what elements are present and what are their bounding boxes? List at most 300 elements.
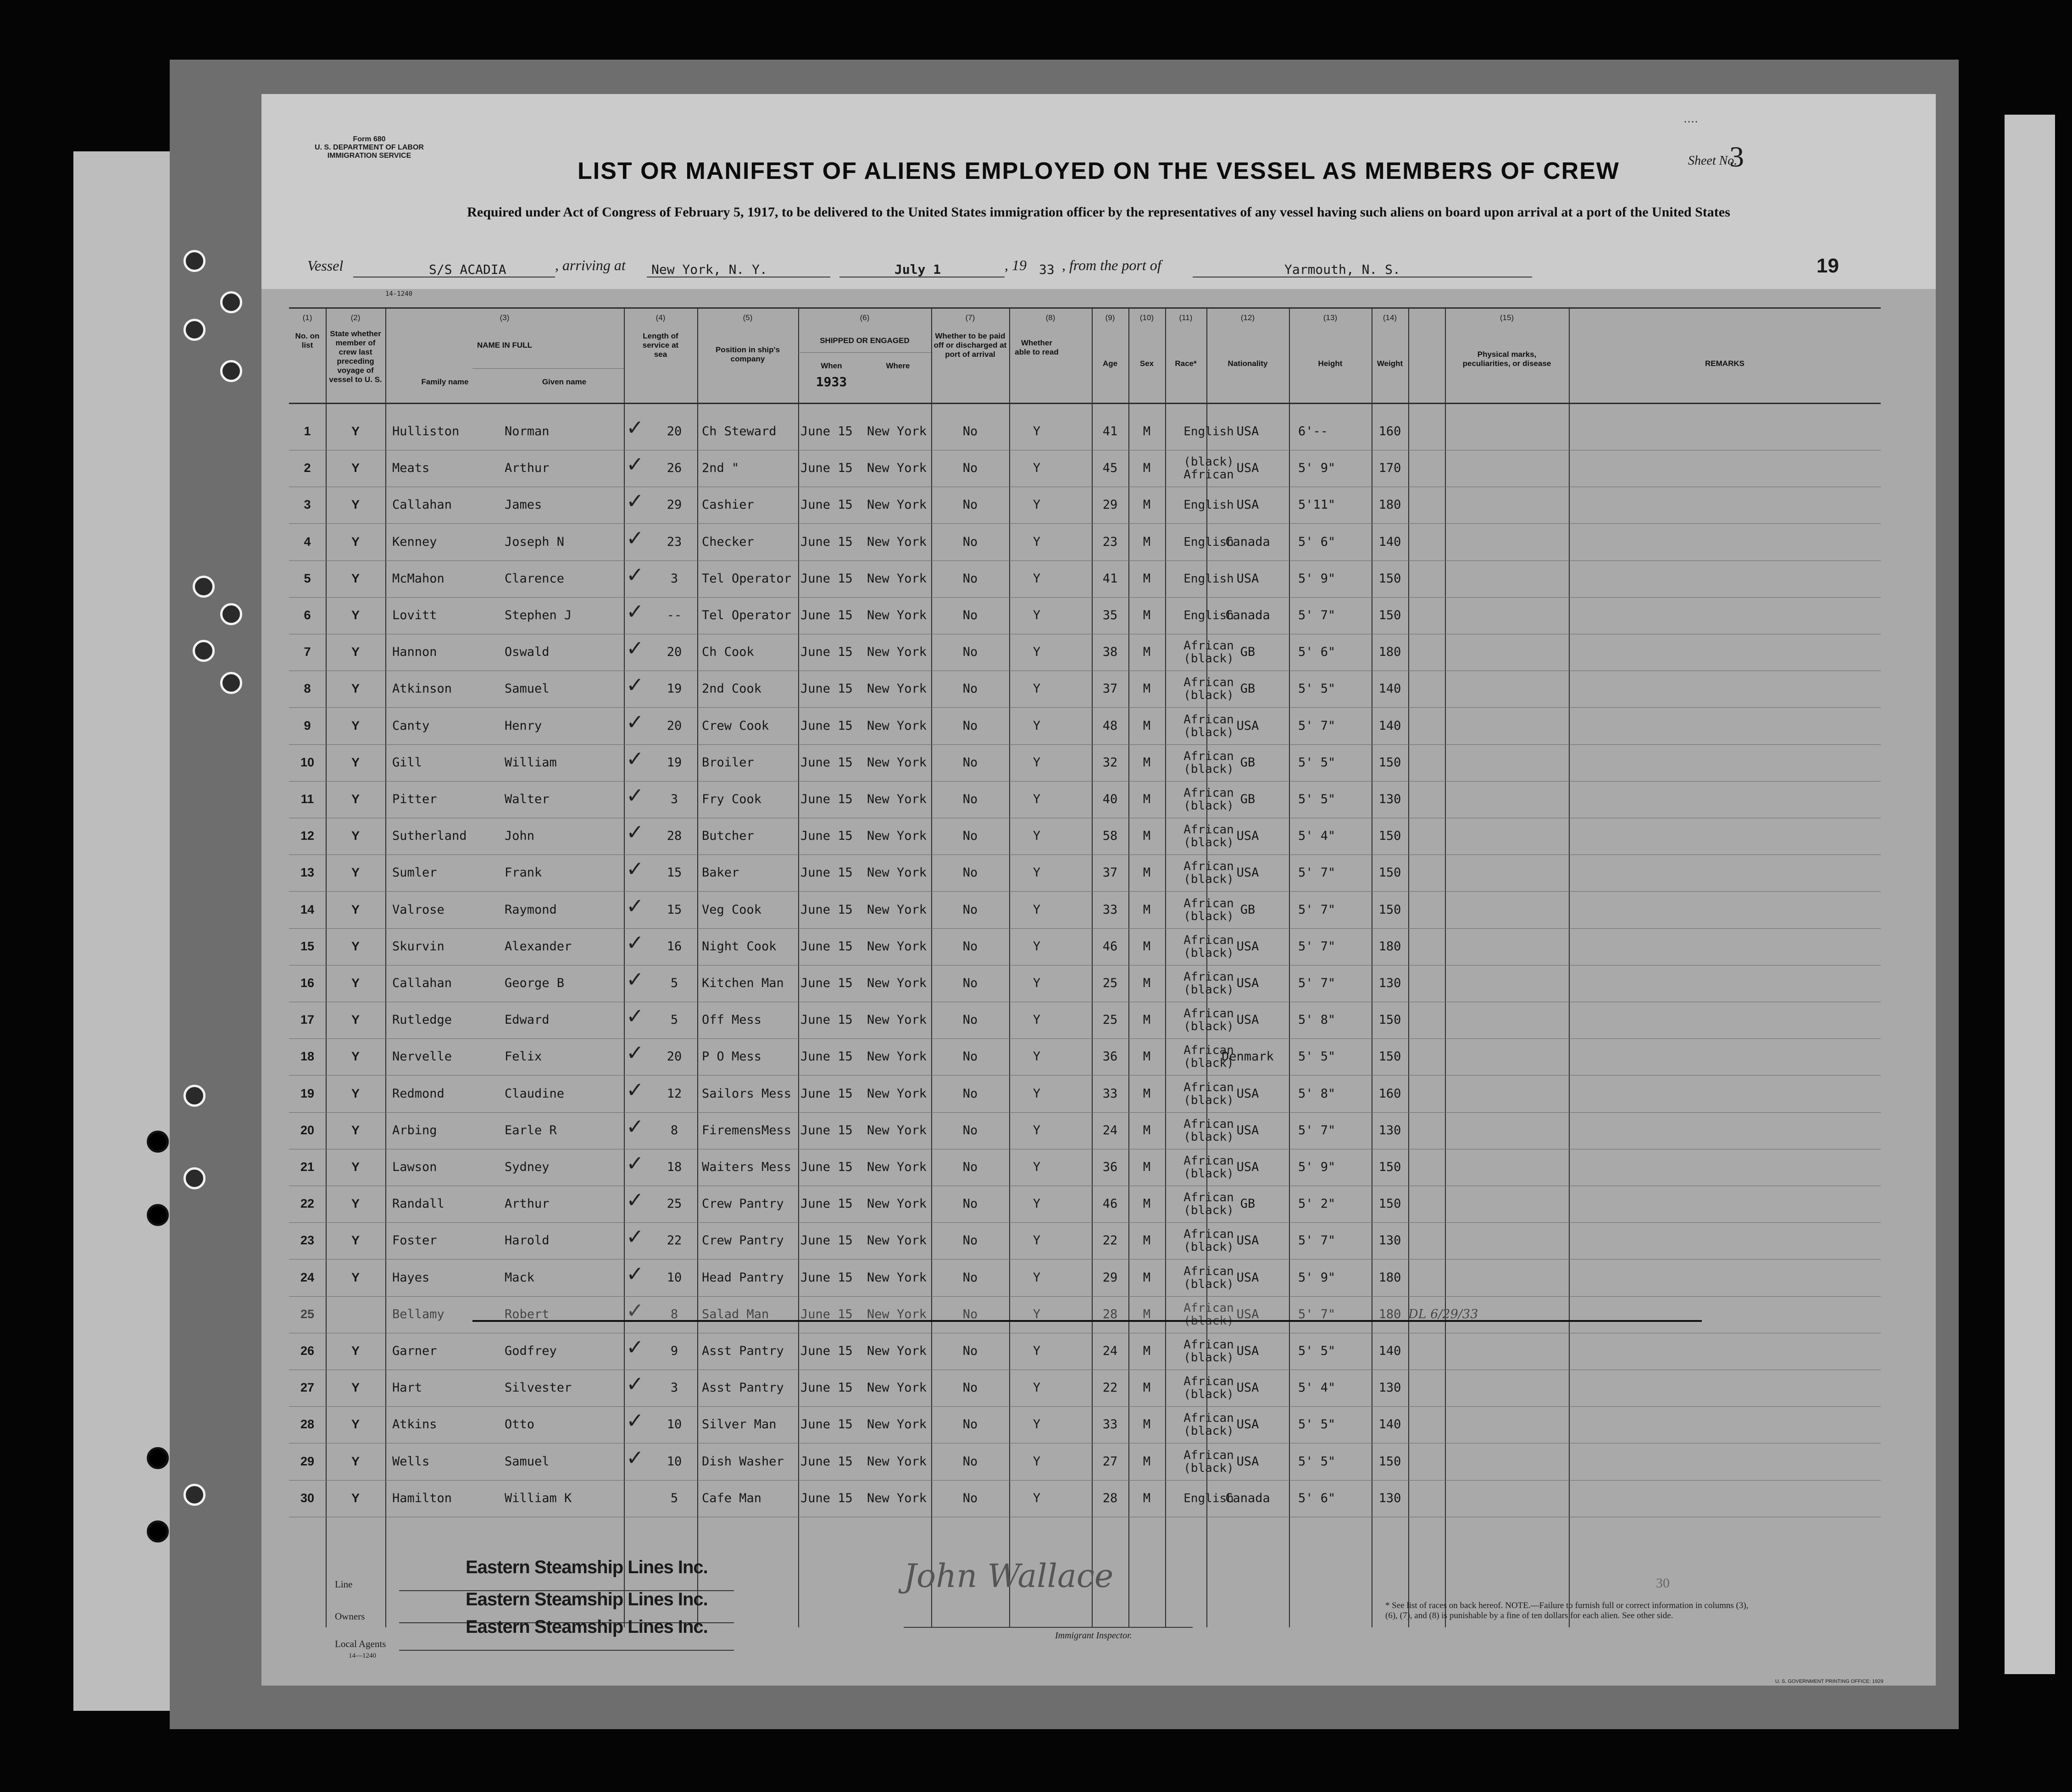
- col13-header: Height: [1318, 359, 1343, 368]
- cell-sex: M: [1143, 571, 1151, 586]
- cell-no: 27: [300, 1381, 315, 1395]
- col5-header: Position in ship's company: [715, 345, 780, 363]
- cell-nationality: USA: [1236, 1123, 1259, 1137]
- form-subtitle: Required under Act of Congress of February 5, 1917, to be delivered to the United States immigration officer by the representatives of any vessel having such aliens on board upon arrival at a port of the United States: [467, 205, 1730, 220]
- cell-read: Y: [1033, 534, 1041, 549]
- cell-race: [1172, 1118, 1245, 1143]
- cell-no: 30: [300, 1491, 315, 1505]
- cell-family: Arbing: [392, 1123, 437, 1137]
- owners-value: Eastern Steamship Lines Inc.: [466, 1589, 708, 1609]
- sheet-label: Sheet No.: [1688, 154, 1738, 168]
- cell-where: New York: [867, 571, 927, 586]
- cell-no: 2: [304, 461, 311, 475]
- cell-position: Sailors Mess: [702, 1086, 792, 1101]
- binder-hole: [147, 1131, 169, 1153]
- cell-family: McMahon: [392, 571, 444, 586]
- race-line-1: African: [1183, 1301, 1234, 1315]
- row-rule: [289, 854, 1881, 855]
- cell-race: [1172, 860, 1245, 886]
- cell-given: Alexander: [505, 939, 572, 954]
- cell-sex: M: [1143, 1454, 1151, 1469]
- row-rule: [289, 1296, 1881, 1297]
- cell-service: 5: [670, 1013, 678, 1027]
- cell-family: Callahan: [392, 976, 452, 990]
- cell-position: Asst Pantry: [702, 1381, 784, 1395]
- cell-where: New York: [867, 829, 927, 843]
- cell-given: Otto: [505, 1417, 535, 1432]
- cell-race: [1172, 1265, 1245, 1291]
- cell-where: New York: [867, 1454, 927, 1469]
- cell-sex: M: [1143, 1160, 1151, 1174]
- cell-paid-off: No: [962, 902, 978, 917]
- cell-where: New York: [867, 682, 927, 696]
- cell-race: [1172, 897, 1245, 923]
- cell-when: June 15: [800, 865, 853, 880]
- cell-nationality: USA: [1236, 424, 1259, 438]
- cell-read: Y: [1033, 498, 1041, 512]
- cell-when: June 15: [800, 1233, 853, 1248]
- cell-when: June 15: [800, 1123, 853, 1137]
- cell-height: 5' 8": [1298, 1086, 1336, 1101]
- cell-where: New York: [867, 976, 927, 990]
- cell-paid-off: No: [962, 755, 978, 770]
- cell-nationality: USA: [1236, 1013, 1259, 1027]
- cell-age: 25: [1102, 976, 1118, 990]
- cell-nationality: USA: [1236, 1381, 1259, 1395]
- cell-sex: M: [1143, 682, 1151, 696]
- cell-prev: Y: [351, 1344, 360, 1358]
- cell-nationality: USA: [1236, 939, 1259, 954]
- cell-weight: 180: [1378, 1307, 1401, 1321]
- col9-number: (9): [1105, 313, 1115, 322]
- cell-service: 25: [667, 1197, 682, 1211]
- cell-sex: M: [1143, 1344, 1151, 1358]
- cell-weight: 150: [1378, 608, 1401, 622]
- check-mark: ✓: [626, 1445, 644, 1470]
- cell-service: 9: [670, 1344, 678, 1358]
- cell-sex: M: [1143, 534, 1151, 549]
- cell-where: New York: [867, 424, 927, 438]
- cell-family: Randall: [392, 1197, 444, 1211]
- cell-race: [1172, 1044, 1245, 1070]
- row-rule: [289, 523, 1881, 524]
- cell-nationality: USA: [1236, 1270, 1259, 1285]
- cell-position: Waiters Mess: [702, 1160, 792, 1174]
- binder-hole: [183, 1484, 206, 1506]
- cell-family: Nervelle: [392, 1049, 452, 1064]
- cell-no: 16: [300, 976, 315, 990]
- race-line-2: (black): [1183, 909, 1234, 923]
- race-line-1: African: [1183, 1264, 1234, 1278]
- race-line-2: African: [1183, 468, 1234, 482]
- line-label: Line: [335, 1579, 353, 1590]
- cell-age: 22: [1102, 1381, 1118, 1395]
- table-row: [289, 488, 1881, 529]
- cell-read: Y: [1033, 1381, 1041, 1395]
- table-row: [289, 1004, 1881, 1044]
- cell-height: 5' 7": [1298, 608, 1336, 622]
- cell-read: Y: [1033, 792, 1041, 806]
- cell-no: 6: [304, 608, 311, 622]
- cell-read: Y: [1033, 829, 1041, 843]
- col3-family-header: Family name: [421, 377, 469, 386]
- race-line-1: English: [1183, 498, 1234, 512]
- cell-height: 5' 9": [1298, 461, 1336, 476]
- cell-prev: Y: [351, 755, 360, 769]
- cell-position: Kitchen Man: [702, 976, 784, 990]
- row-rule: [289, 781, 1881, 782]
- row-rule: [289, 1480, 1881, 1481]
- check-mark: ✓: [626, 1298, 644, 1323]
- table-row: [289, 1114, 1881, 1154]
- cell-where: New York: [867, 534, 927, 549]
- cell-weight: 160: [1378, 424, 1401, 438]
- cell-nationality: USA: [1236, 976, 1259, 990]
- race-line-1: African: [1183, 896, 1234, 910]
- cell-paid-off: No: [962, 939, 978, 954]
- cell-position: Checker: [702, 534, 754, 549]
- cell-age: 46: [1102, 1197, 1118, 1211]
- cell-height: 5' 5": [1298, 1049, 1336, 1064]
- race-line-1: African: [1183, 1227, 1234, 1242]
- cell-position: Tel Operator: [702, 608, 792, 622]
- cell-weight: 150: [1378, 1013, 1401, 1027]
- cell-position: Dish Washer: [702, 1454, 784, 1469]
- cell-age: 29: [1102, 1270, 1118, 1285]
- cell-prev: Y: [351, 608, 360, 622]
- cell-read: Y: [1033, 424, 1041, 438]
- cell-sex: M: [1143, 1013, 1151, 1027]
- cell-remarks: DL 6/29/33: [1408, 1307, 1478, 1321]
- cell-when: June 15: [800, 1381, 853, 1395]
- cell-sex: M: [1143, 755, 1151, 770]
- cell-weight: 170: [1378, 461, 1401, 476]
- col2-number: (2): [350, 313, 361, 322]
- cell-given: Walter: [505, 792, 550, 806]
- cell-prev: Y: [351, 571, 360, 585]
- cell-sex: M: [1143, 608, 1151, 622]
- cell-when: June 15: [800, 755, 853, 770]
- cell-paid-off: No: [962, 1270, 978, 1285]
- race-line-2: (black): [1183, 1351, 1234, 1365]
- agents-ref: 14—1240: [349, 1652, 376, 1659]
- col2-header: State whether member of crew last preceding voyage of vessel to U. S.: [329, 329, 382, 384]
- cell-race: [1172, 750, 1245, 776]
- race-line-2: (black): [1183, 1093, 1234, 1107]
- cell-age: 33: [1102, 1086, 1118, 1101]
- cell-no: 25: [300, 1307, 315, 1321]
- check-mark: ✓: [626, 452, 644, 477]
- cell-height: 5' 7": [1298, 1233, 1336, 1248]
- table-row: [289, 1371, 1881, 1412]
- cell-nationality: USA: [1236, 571, 1259, 586]
- cell-height: 5' 7": [1298, 1307, 1336, 1321]
- cell-race: [1172, 971, 1245, 996]
- cell-position: Off Mess: [702, 1013, 762, 1027]
- race-line-2: (black): [1183, 1240, 1234, 1254]
- table-row: [289, 452, 1881, 492]
- check-mark: ✓: [626, 783, 644, 808]
- cell-prev: Y: [351, 1417, 360, 1431]
- cell-prev: Y: [351, 682, 360, 696]
- cell-family: Wells: [392, 1454, 430, 1469]
- cell-prev: Y: [351, 498, 360, 512]
- cell-given: Oswald: [505, 645, 550, 660]
- cell-family: Rutledge: [392, 1013, 452, 1027]
- cell-weight: 150: [1378, 1454, 1401, 1469]
- cell-read: Y: [1033, 571, 1041, 586]
- table-row: [289, 783, 1881, 823]
- cell-position: Silver Man: [702, 1417, 777, 1432]
- cell-race: [1172, 1228, 1245, 1254]
- cell-weight: 150: [1378, 1160, 1401, 1174]
- cell-paid-off: No: [962, 498, 978, 512]
- cell-no: 15: [300, 939, 315, 953]
- arrival-port: New York, N. Y.: [651, 262, 767, 277]
- cell-service: 19: [667, 682, 682, 696]
- cell-nationality: GB: [1240, 645, 1255, 660]
- col15-number: (15): [1500, 313, 1514, 322]
- table-row: [289, 1298, 1881, 1338]
- cell-when: June 15: [800, 1013, 853, 1027]
- race-line-2: (black): [1183, 872, 1234, 887]
- cell-read: Y: [1033, 1344, 1041, 1358]
- race-line-1: African: [1183, 970, 1234, 984]
- check-mark: ✓: [626, 636, 644, 661]
- cell-age: 28: [1102, 1307, 1118, 1321]
- cell-nationality: USA: [1236, 829, 1259, 843]
- check-mark: ✓: [626, 488, 644, 514]
- cell-service: 3: [670, 571, 678, 586]
- cell-nationality: USA: [1236, 461, 1259, 476]
- race-line-1: African: [1183, 676, 1234, 690]
- cell-family: Gill: [392, 755, 422, 770]
- cell-service: 3: [670, 792, 678, 806]
- row-rule: [289, 1075, 1881, 1076]
- cell-given: Arthur: [505, 461, 550, 476]
- check-mark: ✓: [626, 1187, 644, 1213]
- col13-number: (13): [1323, 313, 1338, 322]
- cell-when: June 15: [800, 976, 853, 990]
- from-port: Yarmouth, N. S.: [1284, 262, 1400, 277]
- cell-race: [1172, 1007, 1245, 1033]
- cell-given: Joseph N: [505, 534, 565, 549]
- cell-no: 4: [304, 534, 311, 549]
- cell-age: 46: [1102, 939, 1118, 954]
- cell-age: 37: [1102, 865, 1118, 880]
- cell-paid-off: No: [962, 1233, 978, 1248]
- cell-position: Tel Operator: [702, 571, 792, 586]
- cell-no: 5: [304, 571, 311, 585]
- cell-service: 8: [670, 1123, 678, 1137]
- table-row: [289, 562, 1881, 603]
- col3-number: (3): [500, 313, 510, 322]
- race-line-1: African: [1183, 712, 1234, 727]
- cell-paid-off: No: [962, 608, 978, 622]
- cell-nationality: Canada: [1225, 534, 1270, 549]
- cell-service: 15: [667, 865, 682, 880]
- table-row: [289, 1408, 1881, 1448]
- cell-height: 5' 7": [1298, 718, 1336, 733]
- col6-year: 1933: [816, 374, 847, 389]
- table-row: [289, 820, 1881, 860]
- cell-where: New York: [867, 1197, 927, 1211]
- race-line-1: African: [1183, 1411, 1234, 1426]
- pencil-mark-top: ‥‥: [1683, 112, 1699, 125]
- background-sheet-right: [2005, 115, 2055, 1674]
- cell-sex: M: [1143, 1417, 1151, 1432]
- form-small-ref: 14-1240: [385, 290, 413, 298]
- cell-service: 5: [670, 976, 678, 990]
- row-rule: [289, 744, 1881, 745]
- row-rule: [289, 1406, 1881, 1407]
- cell-no: 11: [300, 792, 314, 806]
- agents-label: Local Agents: [335, 1638, 386, 1649]
- cell-weight: 150: [1378, 902, 1401, 917]
- table-row: [289, 1077, 1881, 1118]
- race-line-2: (black): [1183, 1167, 1234, 1181]
- race-line-2: (black): [1183, 799, 1234, 813]
- agents-value: Eastern Steamship Lines Inc.: [466, 1617, 708, 1637]
- year-prefix: , 19: [1005, 257, 1027, 273]
- table-row: [289, 709, 1881, 750]
- cell-prev: Y: [351, 461, 360, 475]
- race-line-2: (black): [1183, 1424, 1234, 1438]
- table-row: [289, 636, 1881, 676]
- cell-no: 13: [300, 865, 315, 880]
- cell-nationality: USA: [1236, 498, 1259, 512]
- cell-when: June 15: [800, 424, 853, 438]
- cell-no: 23: [300, 1233, 315, 1248]
- binder-hole: [147, 1520, 169, 1542]
- cell-weight: 140: [1378, 682, 1401, 696]
- check-mark: ✓: [626, 415, 644, 440]
- cell-service: 22: [667, 1233, 682, 1248]
- cell-age: 28: [1102, 1491, 1118, 1505]
- cell-where: New York: [867, 1013, 927, 1027]
- cell-nationality: USA: [1236, 718, 1259, 733]
- table-row: [289, 415, 1881, 455]
- from-label: , from the port of: [1062, 257, 1161, 273]
- cell-read: Y: [1033, 645, 1041, 660]
- cell-when: June 15: [800, 1270, 853, 1285]
- cell-family: Sutherland: [392, 829, 467, 843]
- cell-paid-off: No: [962, 1160, 978, 1174]
- cell-where: New York: [867, 1049, 927, 1064]
- cell-family: Valrose: [392, 902, 444, 917]
- cell-paid-off: No: [962, 976, 978, 990]
- col7-header: Whether to be paid off or discharged at port of arrival: [933, 332, 1007, 359]
- cell-where: New York: [867, 608, 927, 622]
- cell-read: Y: [1033, 1307, 1041, 1321]
- cell-where: New York: [867, 718, 927, 733]
- race-line-1: African: [1183, 1007, 1234, 1021]
- form-number: Form 680: [353, 135, 386, 143]
- cell-prev: Y: [351, 1049, 360, 1064]
- cell-age: 36: [1102, 1049, 1118, 1064]
- cell-weight: 150: [1378, 755, 1401, 770]
- cell-position: Butcher: [702, 829, 754, 843]
- cell-age: 36: [1102, 1160, 1118, 1174]
- cell-family: Hamilton: [392, 1491, 452, 1505]
- cell-where: New York: [867, 1270, 927, 1285]
- check-mark: ✓: [626, 1224, 644, 1249]
- race-line-1: English: [1183, 571, 1234, 586]
- cell-no: 18: [300, 1049, 315, 1064]
- cell-where: New York: [867, 902, 927, 917]
- cell-when: June 15: [800, 1307, 853, 1321]
- cell-position: Broiler: [702, 755, 754, 770]
- cell-height: 5' 5": [1298, 1344, 1336, 1358]
- cell-nationality: USA: [1236, 1307, 1259, 1321]
- binder-hole: [183, 319, 206, 341]
- cell-where: New York: [867, 792, 927, 806]
- cell-nationality: USA: [1236, 1233, 1259, 1248]
- cell-weight: 130: [1378, 1381, 1401, 1395]
- cell-age: 25: [1102, 1013, 1118, 1027]
- sheet-number: 3: [1729, 140, 1744, 173]
- row-rule: [289, 1222, 1881, 1223]
- cell-weight: 140: [1378, 534, 1401, 549]
- check-mark: ✓: [626, 525, 644, 550]
- cell-service: 26: [667, 461, 682, 476]
- line-value: Eastern Steamship Lines Inc.: [466, 1557, 708, 1577]
- cell-prev: Y: [351, 902, 360, 916]
- cell-given: Earle R: [505, 1123, 557, 1137]
- cell-position: Crew Pantry: [702, 1233, 784, 1248]
- cell-position: Ch Steward: [702, 424, 777, 438]
- cell-when: June 15: [800, 1454, 853, 1469]
- cell-given: Samuel: [505, 1454, 550, 1469]
- cell-service: 15: [667, 902, 682, 917]
- cell-prev: Y: [351, 1491, 360, 1505]
- cell-prev: Y: [351, 939, 360, 953]
- cell-sex: M: [1143, 865, 1151, 880]
- check-mark: ✓: [626, 856, 644, 882]
- cell-prev: Y: [351, 865, 360, 880]
- col15-header: Physical marks, peculiarities, or disease: [1462, 350, 1551, 368]
- cell-position: Cashier: [702, 498, 754, 512]
- binder-hole: [183, 1167, 206, 1189]
- cell-family: Kenney: [392, 534, 437, 549]
- race-line-1: English: [1183, 609, 1234, 622]
- cell-given: John: [505, 829, 535, 843]
- race-line-1: African: [1183, 1191, 1234, 1205]
- cell-height: 5' 6": [1298, 534, 1336, 549]
- row-rule: [289, 1112, 1881, 1113]
- cell-position: Cafe Man: [702, 1491, 762, 1505]
- cell-read: Y: [1033, 1454, 1041, 1469]
- cell-given: William K: [505, 1491, 572, 1505]
- check-mark: ✓: [626, 672, 644, 698]
- cell-weight: 180: [1378, 498, 1401, 512]
- col5-number: (5): [743, 313, 753, 322]
- cell-height: 5'11": [1298, 498, 1336, 512]
- cell-no: 22: [300, 1197, 315, 1211]
- table-row: [289, 1224, 1881, 1265]
- cell-prev: Y: [351, 1454, 360, 1468]
- binder-hole: [183, 250, 206, 272]
- check-mark: ✓: [626, 1004, 644, 1029]
- race-line-1: African: [1183, 749, 1234, 763]
- cell-when: June 15: [800, 1417, 853, 1432]
- col6-header: SHIPPED OR ENGAGED: [820, 336, 910, 345]
- cell-where: New York: [867, 865, 927, 880]
- cell-where: New York: [867, 1344, 927, 1358]
- col14-number: (14): [1383, 313, 1397, 322]
- cell-no: 26: [300, 1344, 315, 1358]
- col7-number: (7): [965, 313, 975, 322]
